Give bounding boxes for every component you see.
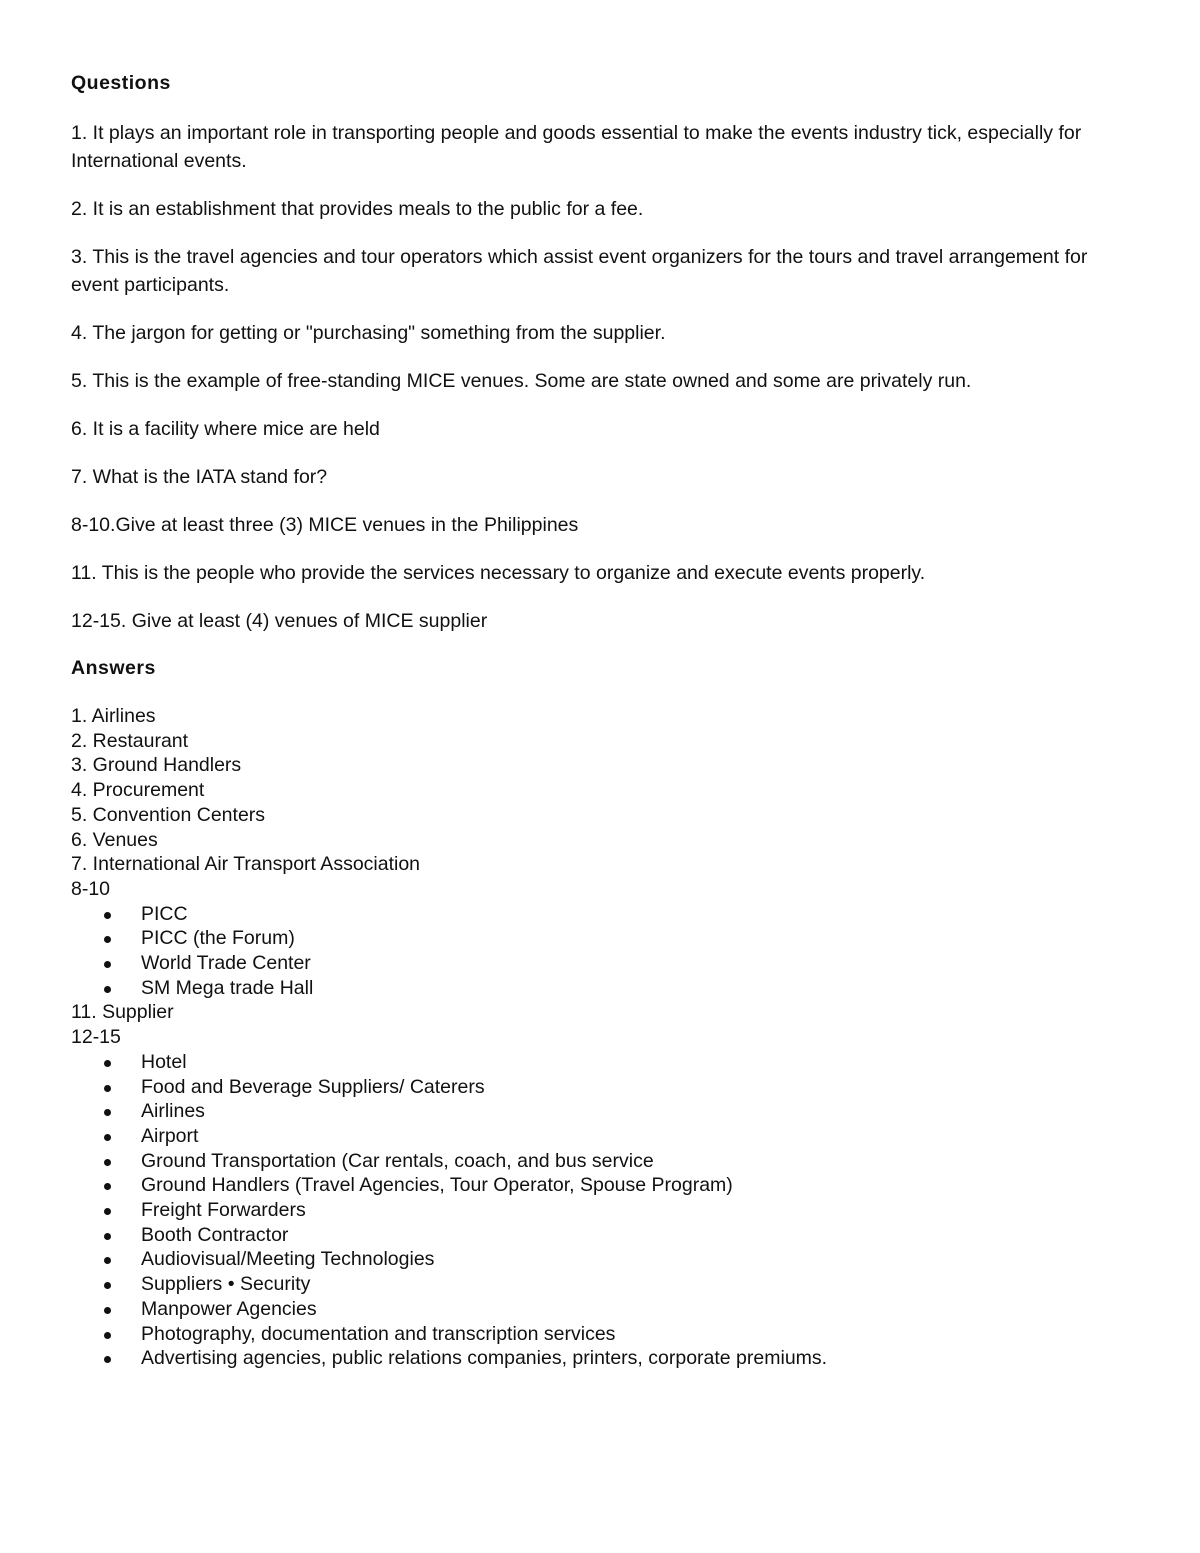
list-item [71,1247,1131,1272]
list-item [71,1322,1131,1347]
list-item-text: Hotel [141,1050,187,1073]
answers-block [71,704,1131,1371]
list-item-text: Photography, documentation and transcription services [141,1322,616,1345]
list-item-text: Manpower Agencies [141,1297,317,1320]
question-11: 11. This is the people who provide the services necessary to organize and execute events properly. [71,562,926,584]
list-item-text: Ground Transportation (Car rentals, coach, and bus service [141,1149,654,1172]
list-item-text: Airlines [141,1100,205,1123]
bullet-icon [104,1109,111,1116]
question-3: 3. This is the travel agencies and tour operators which assist event organizers for the tours and travel arrangement for event participants. [71,246,1088,296]
list-item-text: PICC [141,902,188,925]
venues-list [71,902,1131,1001]
answer-line: 2. Restaurant [71,729,189,752]
list-item [71,1075,1131,1100]
list-item [71,1223,1131,1248]
bullet-icon [104,1282,111,1289]
answer-line: 5. Convention Centers [71,803,266,826]
answers-heading: Answers [71,657,156,679]
bullet-icon [104,1159,111,1166]
answer-line: 6. Venues [71,828,158,851]
answer-line: 8-10 [71,877,111,900]
question-1: 1. It plays an important role in transporting people and goods essential to make the events industry tick, especially for International events. [71,122,1082,172]
list-item [71,1272,1131,1297]
list-item [71,1297,1131,1322]
answer-line: 3. Ground Handlers [71,754,242,777]
suppliers-list [71,1050,1131,1371]
list-item [71,926,1131,951]
bullet-icon [104,1356,111,1363]
list-item-text: PICC (the Forum) [141,927,295,950]
list-item [71,1149,1131,1174]
list-item [71,951,1131,976]
list-item-text: Ground Handlers (Travel Agencies, Tour Operator, Spouse Program) [141,1174,733,1197]
answer-line: 11. Supplier [71,1001,174,1024]
bullet-icon [104,912,111,919]
question-12-15: 12-15. Give at least (4) venues of MICE supplier [71,610,488,632]
bullet-icon [104,1257,111,1264]
bullet-icon [104,986,111,993]
question-7: 7. What is the IATA stand for? [71,466,328,488]
list-item [71,902,1131,927]
list-item-text: Advertising agencies, public relations companies, printers, corporate premiums. [141,1347,828,1370]
question-6: 6. It is a facility where mice are held [71,418,380,440]
answer-line: 4. Procurement [71,779,205,802]
list-item [71,1198,1131,1223]
list-item-text: Audiovisual/Meeting Technologies [141,1248,435,1271]
answer-line: 7. International Air Transport Association [71,853,421,876]
list-item [71,976,1131,1001]
list-item [71,1050,1131,1075]
list-item-text: World Trade Center [141,952,311,975]
list-item [71,1346,1131,1371]
list-item-text: Freight Forwarders [141,1199,306,1222]
list-item [71,1124,1131,1149]
bullet-icon [104,1233,111,1240]
list-item-text: Airport [141,1124,199,1147]
bullet-icon [104,936,111,943]
question-2: 2. It is an establishment that provides meals to the public for a fee. [71,198,644,220]
answer-line: 12-15 [71,1026,121,1049]
list-item [71,1173,1131,1198]
document-page [71,70,1131,1371]
list-item-text: SM Mega trade Hall [141,976,314,999]
answer-line: 1. Airlines [71,705,156,727]
list-item-text: Food and Beverage Suppliers/ Caterers [141,1075,485,1098]
bullet-icon [104,1060,111,1067]
list-item [71,1099,1131,1124]
bullet-icon [104,1208,111,1215]
bullet-icon [104,1332,111,1339]
bullet-icon [104,1134,111,1141]
question-5: 5. This is the example of free-standing MICE venues. Some are state owned and some are privately run. [71,370,972,392]
question-8-10: 8-10.Give at least three (3) MICE venues in the Philippines [71,514,579,536]
list-item-text: Booth Contractor [141,1223,289,1246]
bullet-icon [104,961,111,968]
bullet-icon [104,1085,111,1092]
bullet-icon [104,1307,111,1314]
bullet-icon [104,1183,111,1190]
list-item-text: Suppliers • Security [141,1273,311,1296]
question-4: 4. The jargon for getting or "purchasing" something from the supplier. [71,322,666,344]
questions-heading: Questions [71,72,171,94]
